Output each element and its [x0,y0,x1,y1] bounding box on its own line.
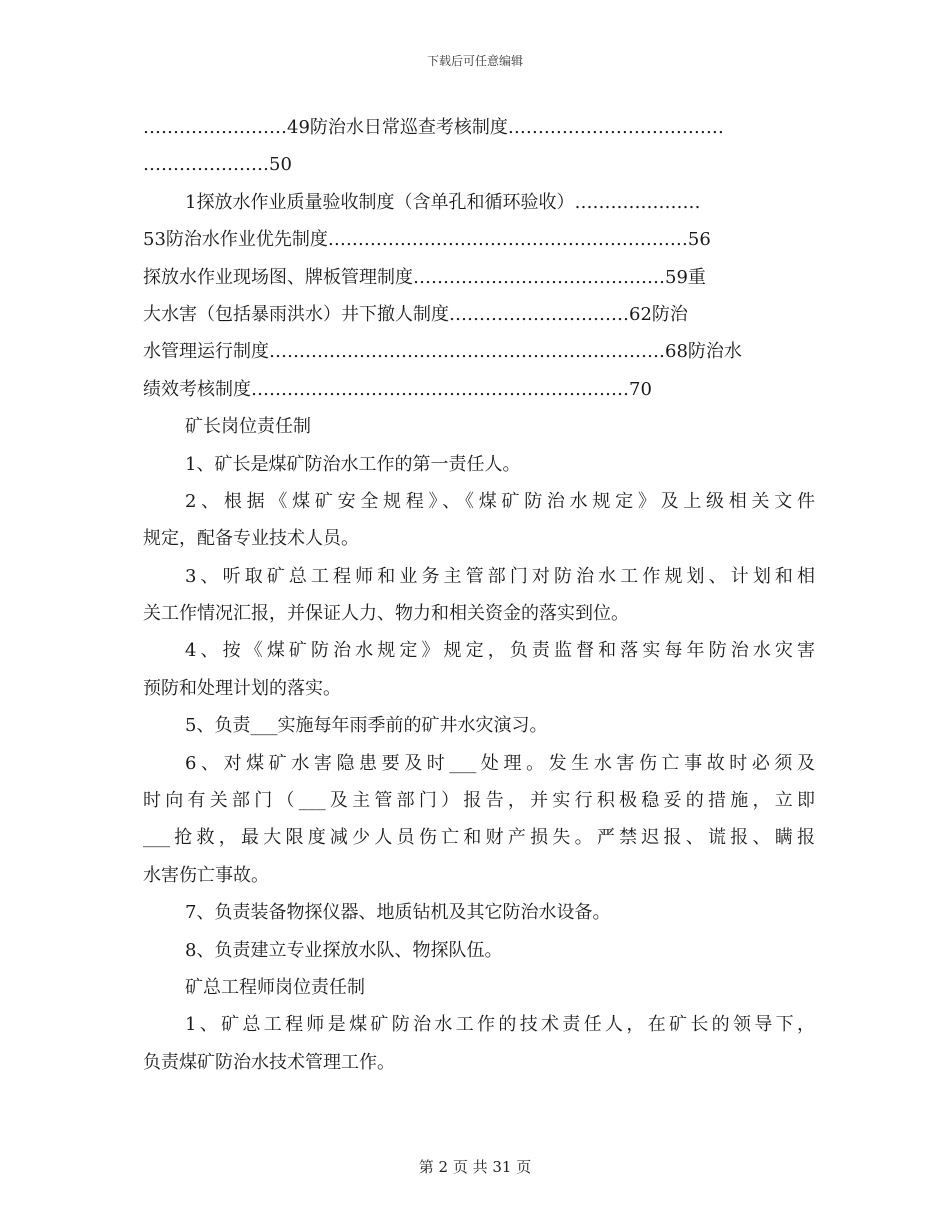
body-text-line: 5、负责___实施每年雨季前的矿井水灾演习。 [185,715,548,737]
body-text-line: 8、负责建立专业探放水队、物探队伍。 [185,939,503,961]
body-text-line: 3、听取矿总工程师和业务主管部门对防治水工作规划、计划和相 [185,565,815,587]
body-text-line: 53防治水作业优先制度……………………………………………………56 [143,229,711,251]
body-text-line: ……………………49防治水日常巡查考核制度……………………………… [143,117,724,138]
body-text-line: 2、根据《煤矿安全规程》、《煤矿防治水规定》及上级相关文件 [185,490,815,512]
body-text-line: 探放水作业现场图、牌板管理制度……………………………………59重 [143,266,706,288]
body-text-line: 规定，配备专业技术人员。 [143,528,359,550]
page-header-note: 下载后可任意编辑 [426,54,523,68]
body-text-line: 1、矿总工程师是煤矿防治水工作的技术责任人，在矿长的领导下， [185,1014,815,1036]
body-text-line: …………………50 [143,154,292,176]
body-text-line: 水害伤亡事故。 [143,864,269,886]
document-body [143,109,815,1081]
body-text-line: 4、按《煤矿防治水规定》规定，负责监督和落实每年防治水灾害 [185,640,815,662]
body-text-line: 7、负责装备物探仪器、地质钻机及其它防治水设备。 [185,902,611,924]
body-text-line: 关工作情况汇报，并保证人力、物力和相关资金的落实到位。 [143,603,629,625]
body-text-line: 矿长岗位责任制 [185,416,311,438]
body-text-line: 预防和处理计划的落实。 [143,677,341,699]
body-text-line: 矿总工程师岗位责任制 [185,976,365,998]
body-text-line: 1探放水作业质量验收制度（含单孔和循环验收）………………… [185,191,701,213]
body-text-line: ___抢救，最大限度减少人员伤亡和财产损失。严禁迟报、谎报、瞒报 [143,827,815,849]
page-footer-number: 第 2 页 共 31 页 [418,1158,532,1176]
body-text-line: 6、对煤矿水害隐患要及时___处理。发生水害伤亡事故时必须及 [185,752,815,774]
body-text-line: 绩效考核制度………………………………………………………70 [143,378,652,400]
body-text-line: 时向有关部门（___及主管部门）报告，并实行积极稳妥的措施，立即 [143,790,815,812]
body-text-line: 大水害（包括暴雨洪水）井下撤人制度…………………………62防治 [143,303,688,325]
body-text-line: 负责煤矿防治水技术管理工作。 [143,1051,395,1073]
body-text-line: 水管理运行制度…………………………………………………………68防治水 [143,341,742,363]
body-text-line: 1、矿长是煤矿防治水工作的第一责任人。 [185,453,521,475]
